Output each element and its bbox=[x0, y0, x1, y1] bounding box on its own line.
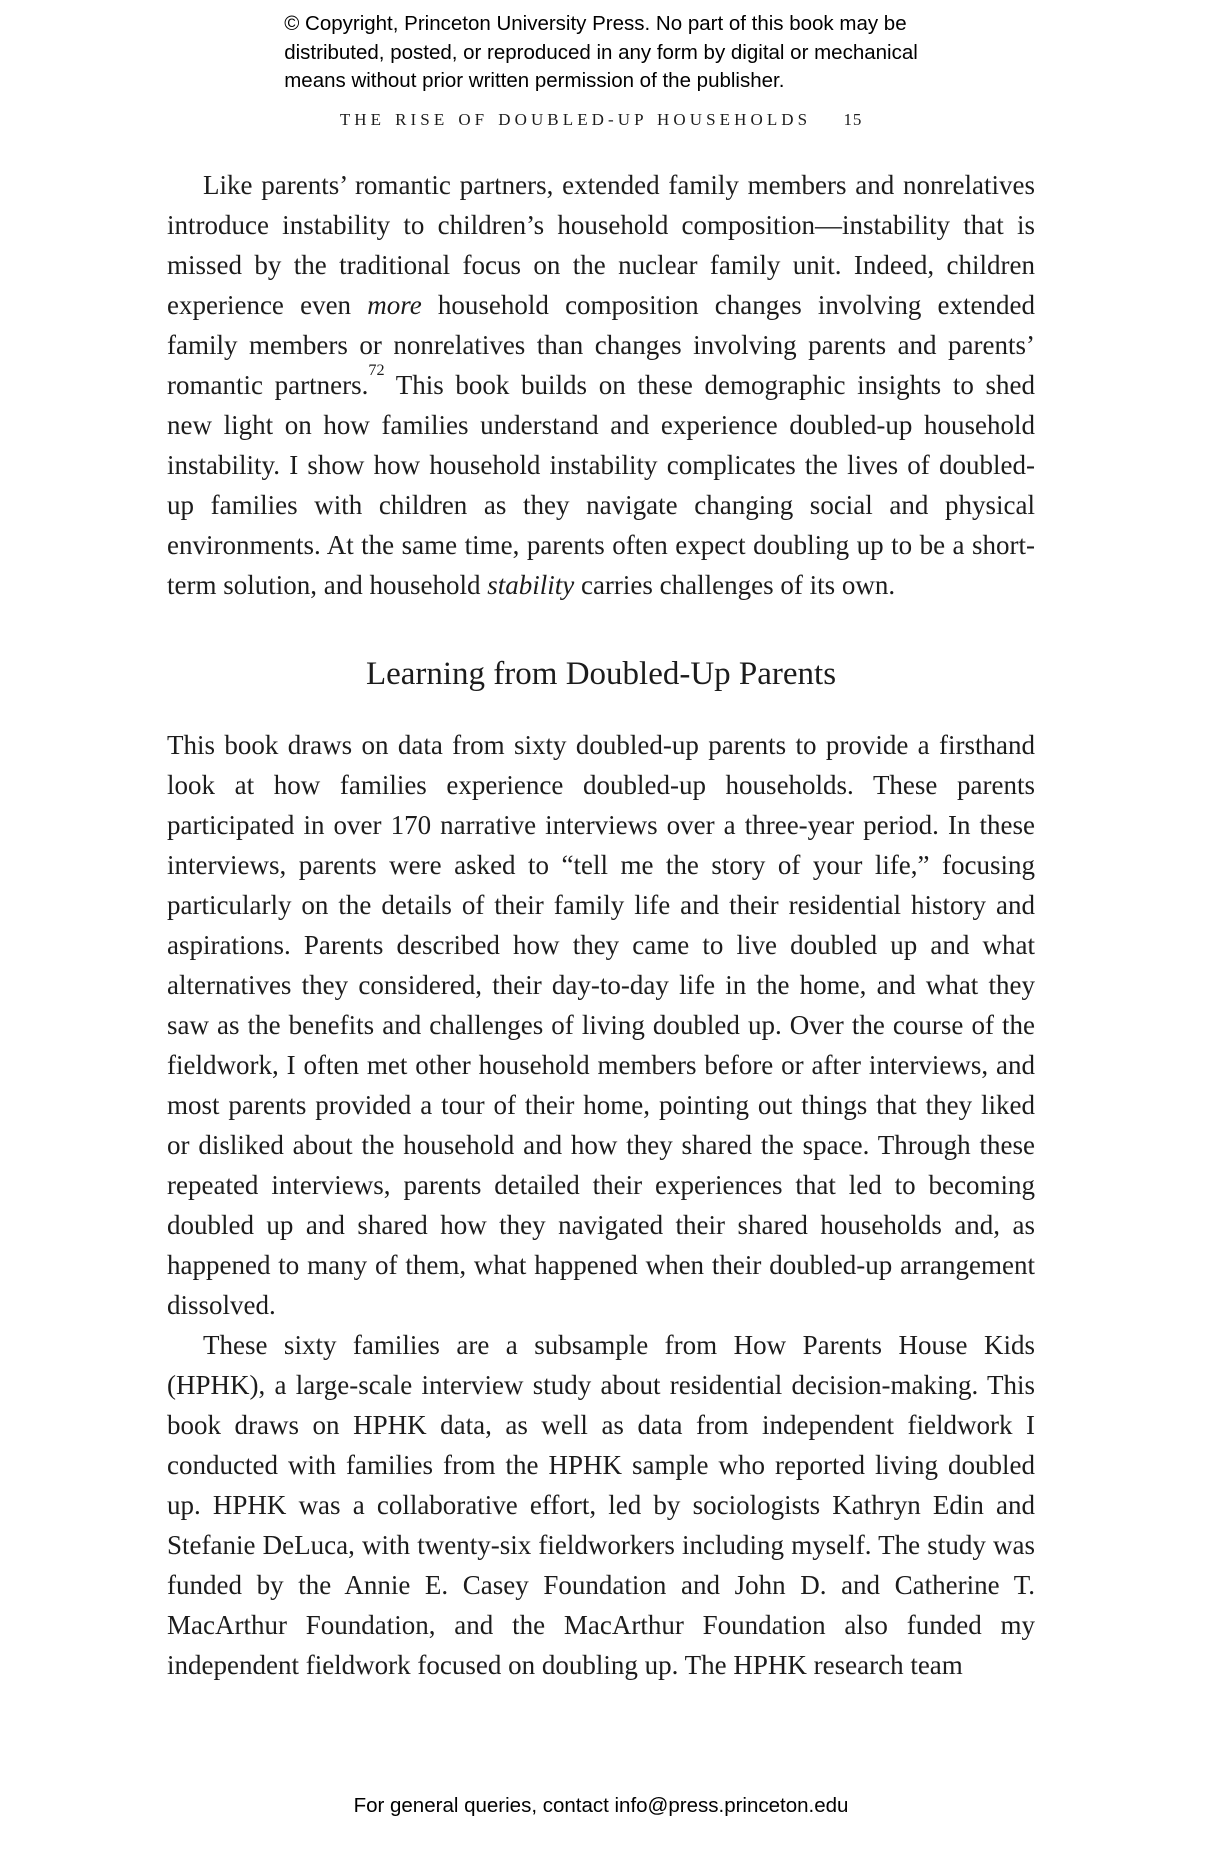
text-run: Like parents’ romantic partners, extended family members and nonrelatives introduce instability to children’s household composition—instability that is missed by the traditional focus on the nuclear family unit. Indeed, children experience even bbox=[167, 170, 1035, 320]
running-head bbox=[167, 110, 1035, 130]
copyright-line-3: means without prior written permission of the publisher. bbox=[284, 69, 785, 92]
text-run: This book builds on these demographic insights to shed new light on how families understand and experience doubled-up household instability. I show how household instability complicates the lives of doubled-up families with children as they navigate changing social and physical environments. At the same time, parents often expect doubling up to be a short-term solution, and household bbox=[167, 370, 1035, 600]
text-run: This book draws on data from sixty doubled-up parents to provide a firsthand look at how families experience doubled-up households. These parents participated in over 170 narrative interviews over a three-year period. In these interviews, parents were asked to “tell me the story of your life,” focusing particularly on the details of their family life and their residential history and aspirations. Parents described how they came to live doubled up and what alternatives they considered, their day-to-day life in the home, and what they saw as the benefits and challenges of living doubled up. Over the course of the fieldwork, I often met other household members before or after interviews, and most parents provided a tour of their home, pointing out things that they liked or disliked about the household and how they shared the space. Through these repeated interviews, parents detailed their experiences that led to becoming doubled up and shared how they navigated their shared households and, as happened to many of them, what happened when their doubled-up arrangement dissolved. bbox=[167, 730, 1035, 1320]
page-footer bbox=[167, 1792, 1035, 1820]
copyright-line-1: © Copyright, Princeton University Press. No part of this book may be bbox=[284, 12, 907, 35]
footnote-reference: 72 bbox=[368, 361, 385, 380]
copyright-notice bbox=[167, 10, 1035, 96]
emphasized-text: stability bbox=[487, 570, 575, 600]
text-column bbox=[167, 165, 1035, 1685]
text-run: household composition changes involving extended family members or nonrelatives than changes involving parents and parents’ romantic partners. bbox=[167, 290, 1035, 400]
text-run: carries challenges of its own. bbox=[574, 570, 896, 600]
emphasized-text: more bbox=[367, 290, 422, 320]
intro-section bbox=[167, 165, 1035, 605]
body-paragraph bbox=[167, 725, 1035, 1325]
footer-contact-note: For general queries, contact info@press.princeton.edu bbox=[353, 1794, 849, 1817]
running-head-title: THE RISE OF DOUBLED-UP HOUSEHOLDS bbox=[339, 110, 812, 129]
text-run: These sixty families are a subsample from How Parents House Kids (HPHK), a large-scale interview study about residential decision-making. This book draws on HPHK data, as well as data from independent fieldwork I conducted with families from the HPHK sample who reported living doubled up. HPHK was a collaborative effort, led by sociologists Kathryn Edin and Stefanie DeLuca, with twenty-six fieldworkers including myself. The study was funded by the Annie E. Casey Foundation and John D. and Catherine T. MacArthur Foundation, and the MacArthur Foundation also funded my independent fieldwork focused on doubling up. The HPHK research team bbox=[167, 1330, 1035, 1680]
body-paragraph bbox=[167, 1325, 1035, 1685]
body-paragraph bbox=[167, 165, 1035, 605]
page-number: 15 bbox=[843, 110, 863, 129]
learning-section bbox=[167, 725, 1035, 1685]
section-heading: Learning from Doubled-Up Parents bbox=[365, 656, 837, 692]
copyright-line-2: distributed, posted, or reproduced in any form by digital or mechanical bbox=[284, 40, 918, 64]
